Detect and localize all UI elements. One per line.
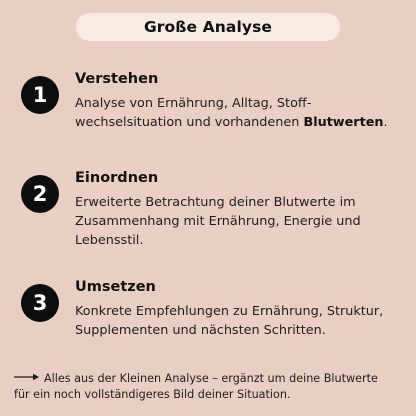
step-description: [75, 302, 410, 340]
step-text-line: Konkrete Empfehlungen zu Ernährung, Struktur,: [75, 304, 384, 319]
arrow-right-icon: [14, 370, 40, 386]
step-text-line: Erweiterte Betrachtung deiner Blutwerte im: [75, 195, 356, 210]
footer-note: [14, 371, 409, 403]
footer-text: Alles aus der Kleinen Analyse – ergänzt um deine Blutwerte: [44, 372, 378, 385]
step-text-line: [75, 113, 410, 132]
step-text-line: Analyse von Ernährung, Alltag, Stoff-: [75, 96, 312, 111]
step-number-badge: 1: [21, 76, 59, 114]
step-title: Einordnen: [75, 170, 159, 186]
step-text-line: Supplementen und nächsten Schritten.: [75, 323, 326, 338]
title-pill: [76, 13, 340, 41]
step-text-suffix: .: [383, 115, 388, 130]
step-text-prefix: wechselsituation und vorhandenen: [75, 115, 304, 130]
page-title: Große Analyse: [143, 18, 273, 36]
step-text-line: Zusammenhang mit Ernährung, Energie und: [75, 214, 361, 229]
step-title: Umsetzen: [75, 279, 156, 295]
footer-line: für ein noch vollständigeres Bild deiner Situation.: [14, 388, 291, 401]
step-description: [75, 94, 410, 132]
step-text-bold: Blutwerten: [303, 115, 384, 130]
step-title: Verstehen: [75, 71, 159, 87]
step-text-line: Lebensstil.: [75, 233, 144, 248]
footer-line: [14, 371, 409, 387]
step-number-badge: 3: [21, 284, 59, 322]
step-number-badge: 2: [21, 175, 59, 213]
step-description: [75, 193, 410, 250]
